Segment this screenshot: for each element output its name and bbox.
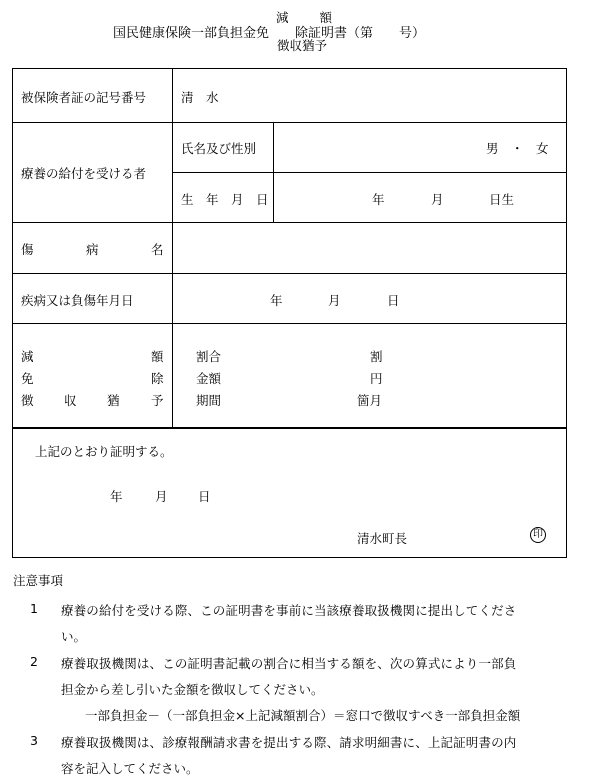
sex-options: 男 ・ 女 (486, 141, 549, 156)
period-label: 期間 (196, 393, 222, 408)
formula: 一部負担金－（一部負担金×上記減額割合）＝窓口で徴収すべき一部負担金額 (85, 708, 521, 723)
insured-number-label: 被保険者証の記号番号 (21, 90, 147, 105)
note-text: い。 (61, 629, 87, 644)
exemption-label-char: 除 (151, 371, 164, 386)
deferral-label-char: 猶 (107, 393, 120, 408)
deferral-label-char: 徴 (21, 393, 34, 408)
row-divider (12, 273, 567, 274)
note-text: 担金から差し引いた金額を徴収してください。 (61, 682, 324, 697)
onset-day-unit: 日 (387, 293, 400, 308)
onset-year-unit: 年 (270, 293, 283, 308)
disease-label-char: 傷 (21, 242, 34, 257)
cert-day-unit: 日 (198, 489, 211, 504)
reduction-label-char: 額 (151, 349, 164, 364)
rate-label: 割合 (196, 349, 222, 364)
note-number: 1 (30, 601, 38, 616)
row-divider (172, 172, 567, 173)
amount-unit: 円 (370, 371, 383, 386)
insured-number-value: 清 水 (181, 90, 219, 105)
note-number: 2 (30, 654, 38, 669)
note-text: 容を記入してください。 (61, 761, 199, 776)
cert-month-unit: 月 (155, 489, 168, 504)
note-text: 療養取扱機関は、この証明書記載の割合に相当する額を、次の算式により一部負 (61, 656, 517, 671)
onset-month-unit: 月 (328, 293, 341, 308)
seal-mark (530, 527, 546, 543)
cert-year-unit: 年 (110, 489, 123, 504)
name-sex-label: 氏名及び性別 (181, 141, 257, 156)
note-number: 3 (30, 733, 38, 748)
certification-statement: 上記のとおり証明する。 (35, 444, 173, 459)
title-deferral: 徴収猶予 (277, 38, 328, 53)
page-title: 国民健康保険一部負担金免 除証明書（第 号） (113, 26, 426, 41)
birth-month-unit: 月 (431, 192, 444, 207)
exemption-label-char: 免 (21, 371, 34, 386)
birth-year-unit: 年 (372, 192, 385, 207)
seal-char: 印 (533, 529, 543, 540)
amount-label: 金額 (196, 371, 222, 386)
row-divider (12, 222, 567, 223)
deferral-label-char: 予 (151, 393, 164, 408)
birth-date-label: 生 年 月 日 (181, 192, 269, 207)
note-text: 療養の給付を受ける際、この証明書を事前に当該療養取扱機関に提出してくださ (61, 603, 517, 618)
reduction-label-char: 減 (21, 349, 34, 364)
column-divider (172, 68, 173, 428)
recipient-label: 療養の給付を受ける者 (21, 166, 147, 181)
rate-unit: 割 (370, 349, 383, 364)
row-divider (12, 122, 567, 123)
title-reduction: 減 額 (276, 10, 335, 25)
disease-label-char: 病 (86, 242, 99, 257)
deferral-label-char: 収 (64, 393, 77, 408)
column-divider (273, 122, 274, 222)
note-text: 療養取扱機関は、診療報酬請求書を提出する際、請求明細書に、上記証明書の内 (61, 735, 517, 750)
notes-heading: 注意事項 (13, 573, 64, 588)
period-unit: 箇月 (357, 393, 383, 408)
signer-title: 清水町長 (357, 531, 408, 546)
onset-date-label: 疾病又は負傷年月日 (21, 293, 134, 308)
disease-label-char: 名 (151, 242, 164, 257)
birth-day-unit: 日生 (489, 192, 515, 207)
row-divider (12, 323, 567, 324)
